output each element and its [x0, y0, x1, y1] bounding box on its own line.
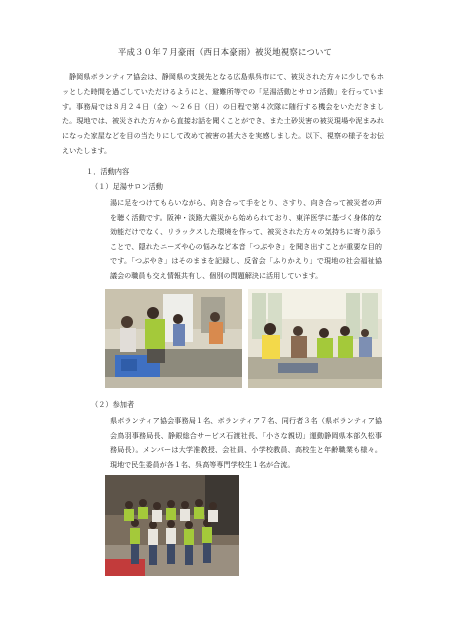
- intro-paragraph: 静岡県ボランティア協会は、静岡県の支援先となる広島県呉市にて、被災された方々に少しでもホッとした時間を過ごしていただけるようにと、避難所等での「足湯活動とサロン活動」を行っています。事務局では８月２４日（金）～２６日（日）の日程で第４次隊に随行する機会をいただきました。現地では、被災された方々から直接お話を聞くことができ、また土砂災害の被災現場や泥まみれになった家屋などを目の当たりにして改めて被害の甚大さを実感しました。以下、視察の様子をお伝えいたします。: [62, 72, 384, 155]
- subsection-heading-footbath: （１）足湯サロン活動: [91, 182, 163, 191]
- participants-description: 県ボランティア協会事務局１名、ボランティア７名、同行者３名（県ボランティア協会鳥羽事務局長、静銀総合サービス石渡社長、「小さな親切」運動静岡県本部久松事務局長）。メンバーは大学准教授、会社員、小学校教員、高校生と年齢職業も様々。現地で民生委員が各１名、呉高等専門学校生１名が合流。: [110, 416, 382, 469]
- subsection-heading-participants: （２）参加者: [91, 400, 135, 409]
- footbath-description: 湯に足をつけてもらいながら、向き合って手をとり、さすり、向き合って被災者の声を聴く活動です。阪神・淡路大震災から始められており、東洋医学に基づく身体的な効能だけでなく、リラックスした環境を作って、被災された方々の気持ちに寄り添うことで、隠れたニーズや心の悩みなど本音「つぶやき」を聞き出すことが重要な目的です。「つぶやき」はそのままを記録し、反省会「ふりかえり」で現地の社会福祉協議会の職員も交え情報共有し、個別の問題解決に活用しています。: [110, 198, 382, 280]
- page-title: 平成３０年７月豪雨（西日本豪雨）被災地視察について: [117, 47, 333, 57]
- group-photo: [105, 475, 239, 576]
- ashiyu-photo-2: [248, 289, 382, 388]
- section-heading-activities: １．活動内容: [86, 167, 130, 176]
- ashiyu-photo-1: [105, 289, 242, 388]
